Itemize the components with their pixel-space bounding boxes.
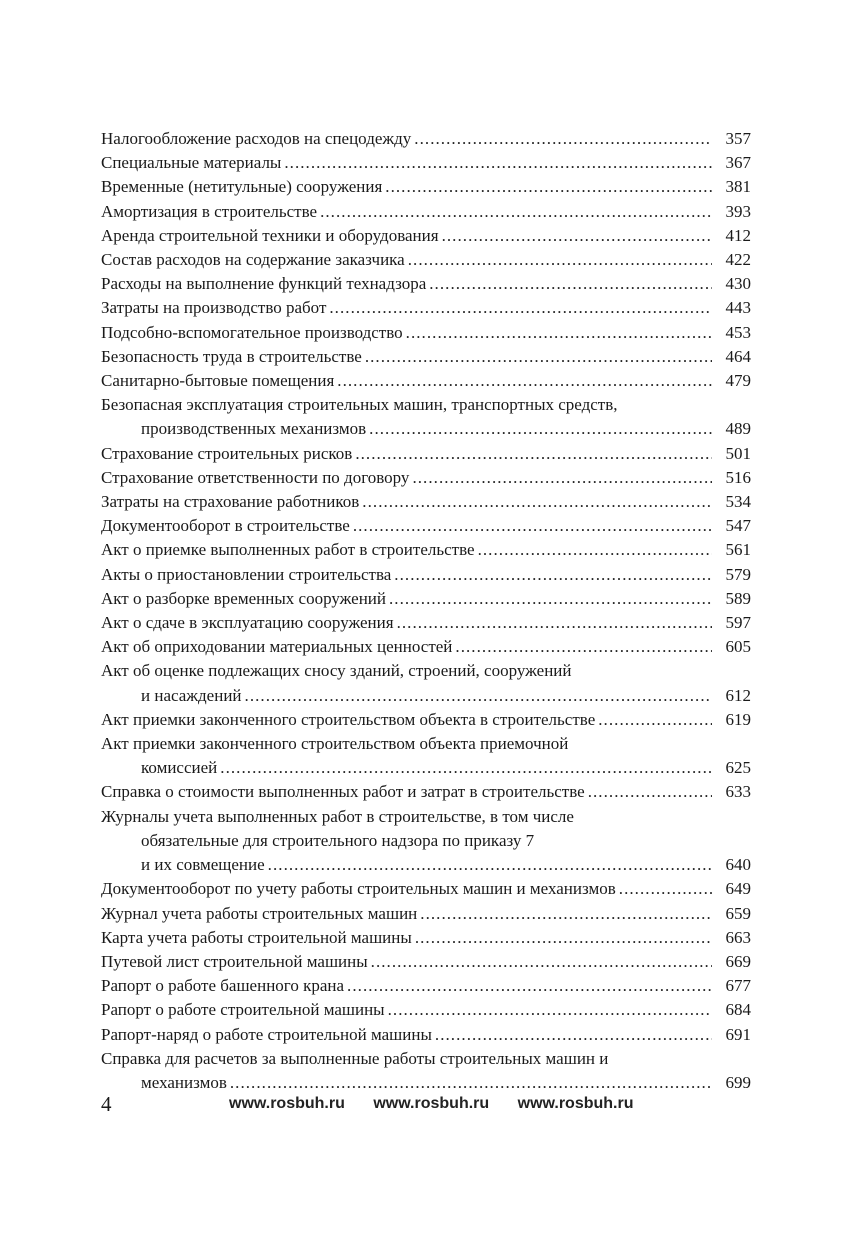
toc-page-number: 669 [725, 951, 751, 971]
toc-entry-title: Затраты на производство работ [101, 298, 327, 318]
toc-entry[interactable] [101, 442, 751, 466]
toc-page-number: 357 [725, 129, 751, 148]
dot-leader [435, 1023, 712, 1047]
toc-entry[interactable] [101, 393, 751, 441]
toc-entry[interactable] [101, 321, 751, 345]
toc-entry-title: Журнал учета работы строительных машин [101, 903, 418, 923]
dot-leader [406, 321, 712, 345]
dot-leader [394, 563, 712, 587]
dot-leader [455, 635, 712, 659]
toc-page-number: 605 [725, 637, 751, 657]
toc-entry[interactable] [101, 296, 751, 320]
dot-leader [442, 224, 712, 248]
toc-entry[interactable] [101, 175, 751, 199]
toc-page-number: 489 [725, 419, 751, 439]
toc-entry-title: Акт об оприходовании материальных ценностей [101, 637, 453, 657]
toc-entry[interactable] [101, 200, 751, 224]
dot-leader [415, 926, 712, 950]
toc-entry-title: Справка о стоимости выполненных работ и затрат в строительстве [101, 782, 585, 802]
toc-entry-title: механизмов [141, 1072, 227, 1092]
toc-entry[interactable] [101, 248, 751, 272]
toc-page-number: 684 [725, 1000, 751, 1020]
dot-leader [420, 902, 712, 926]
toc-entry[interactable] [101, 659, 751, 707]
toc-entry-title: Санитарно-бытовые помещения [101, 371, 335, 391]
dot-leader [371, 950, 712, 974]
toc-page-number: 691 [725, 1024, 751, 1044]
toc-entry[interactable] [101, 950, 751, 974]
dot-leader [337, 369, 712, 393]
toc-entry[interactable] [101, 514, 751, 538]
toc-entry-title: Налогообложение расходов на спецодежду [101, 129, 412, 148]
toc-page-number: 516 [725, 467, 751, 487]
toc-entry-title: Акты о приостановлении строительства [101, 564, 392, 584]
toc-entry-title: Акт об оценке подлежащих сносу зданий, строений, сооружений [101, 661, 572, 681]
toc-entry-title: и их совмещение [141, 855, 265, 875]
toc-entry[interactable] [101, 345, 751, 369]
toc-page-number: 412 [725, 225, 751, 245]
toc-entry[interactable] [101, 1047, 751, 1095]
toc-page-number: 547 [725, 516, 751, 536]
toc-entry[interactable] [101, 369, 751, 393]
dot-leader [353, 514, 712, 538]
toc-entry-title: Безопасность труда в строительстве [101, 346, 362, 366]
footer-url[interactable]: www.rosbuh.ru [517, 1095, 634, 1112]
toc-entry-title: Акт о сдаче в эксплуатацию сооружения [101, 613, 394, 633]
toc-page-number: 612 [725, 685, 751, 705]
toc-entry-title: Рапорт о работе башенного крана [101, 976, 345, 996]
toc-page-number: 501 [725, 443, 751, 463]
toc-page-number: 677 [725, 976, 751, 996]
toc-entry[interactable] [101, 877, 751, 901]
dot-leader [245, 684, 712, 708]
dot-leader [284, 151, 712, 175]
toc-entry[interactable] [101, 902, 751, 926]
toc-page-number: 589 [725, 588, 751, 608]
toc-page-number: 625 [725, 758, 751, 778]
toc-page-number: 430 [725, 274, 751, 294]
toc-entry[interactable] [101, 1023, 751, 1047]
toc-entry[interactable] [101, 974, 751, 998]
toc-page-number: 663 [725, 927, 751, 947]
toc-page-number: 381 [725, 177, 751, 197]
toc-entry[interactable] [101, 490, 751, 514]
toc-entry-title: Документооборот в строительстве [101, 516, 350, 536]
toc-entry-title: Специальные материалы [101, 153, 282, 173]
toc-page-number: 597 [725, 613, 751, 633]
page-footer [101, 1092, 751, 1122]
toc-entry-title: Документооборот по учету работы строительных машин и механизмов [101, 879, 616, 899]
toc-page-number: 561 [725, 540, 751, 560]
toc-page-number: 619 [725, 709, 751, 729]
toc-entry[interactable] [101, 151, 751, 175]
toc-entry-title: Рапорт-наряд о работе строительной машины [101, 1024, 432, 1044]
toc-entry-title: Путевой лист строительной машины [101, 951, 368, 971]
toc-entry-title: Страхование строительных рисков [101, 443, 353, 463]
dot-leader [388, 998, 712, 1022]
dot-leader [362, 490, 712, 514]
page-number: 4 [101, 1092, 112, 1116]
toc-entry[interactable] [101, 926, 751, 950]
toc-entry[interactable] [101, 732, 751, 780]
dot-leader [320, 200, 712, 224]
toc-page-number: 464 [725, 346, 751, 366]
toc-entry-title: Подсобно-вспомогательное производство [101, 322, 403, 342]
toc-entry[interactable] [101, 635, 751, 659]
toc-entry-title: Состав расходов на содержание заказчика [101, 250, 405, 270]
dot-leader [414, 127, 712, 151]
dot-leader [429, 272, 712, 296]
dot-leader [408, 248, 712, 272]
dot-leader [355, 442, 712, 466]
toc-page-number: 699 [725, 1072, 751, 1092]
dot-leader [365, 345, 712, 369]
toc-entry-title: Рапорт о работе строительной машины [101, 1000, 385, 1020]
dot-leader [389, 587, 712, 611]
toc-entry-title: Временные (нетитульные) сооружения [101, 177, 383, 197]
footer-url[interactable]: www.rosbuh.ru [229, 1095, 345, 1112]
toc-page-number: 422 [725, 250, 751, 270]
dot-leader [598, 708, 712, 732]
toc-entry-title: Аренда строительной техники и оборудования [101, 225, 439, 245]
toc-entry-title: Журналы учета выполненных работ в строительстве, в том числе [101, 806, 574, 826]
toc-entry[interactable] [101, 224, 751, 248]
dot-leader [329, 296, 712, 320]
dot-leader [478, 538, 712, 562]
toc-entry[interactable] [101, 538, 751, 562]
dot-leader [220, 756, 712, 780]
toc-entry-title: и насаждений [141, 685, 242, 705]
toc-entry[interactable] [101, 563, 751, 587]
dot-leader [397, 611, 712, 635]
dot-leader [347, 974, 712, 998]
table-of-contents [101, 127, 751, 1095]
toc-page-number: 633 [725, 782, 751, 802]
footer-url[interactable]: www.rosbuh.ru [373, 1095, 490, 1112]
toc-entry-title: Акт о приемке выполненных работ в строительстве [101, 540, 475, 560]
toc-page-number: 479 [725, 371, 751, 391]
toc-entry-title: Амортизация в строительстве [101, 201, 318, 221]
toc-entry-title: Расходы на выполнение функций технадзора [101, 274, 427, 294]
toc-entry-title: обязательные для строительного надзора по приказу 7 [141, 830, 535, 850]
toc-entry[interactable] [101, 127, 751, 151]
toc-page-number: 640 [725, 855, 751, 875]
dot-leader [588, 780, 712, 804]
toc-entry[interactable] [101, 708, 751, 732]
toc-entry-title: Карта учета работы строительной машины [101, 927, 412, 947]
toc-entry[interactable] [101, 611, 751, 635]
toc-entry[interactable] [101, 466, 751, 490]
toc-entry[interactable] [101, 587, 751, 611]
toc-entry-title: комиссией [141, 758, 218, 778]
toc-entry[interactable] [101, 272, 751, 296]
dot-leader [619, 877, 712, 901]
toc-page-number: 659 [725, 903, 751, 923]
toc-entry[interactable] [101, 805, 751, 878]
toc-page-number: 367 [725, 153, 751, 173]
toc-entry-title: Акт о разборке временных сооружений [101, 588, 386, 608]
dot-leader [412, 466, 712, 490]
toc-page-number: 649 [725, 879, 751, 899]
toc-page-number: 443 [725, 298, 751, 318]
toc-entry-title: производственных механизмов [141, 419, 367, 439]
toc-entry[interactable] [101, 780, 751, 804]
footer-urls [229, 1095, 657, 1113]
dot-leader [369, 417, 712, 441]
toc-page-number: 534 [725, 492, 751, 512]
toc-entry-title: Акт приемки законченного строительством объекта в строительстве [101, 709, 596, 729]
toc-entry-title: Безопасная эксплуатация строительных машин, транспортных средств, [101, 395, 618, 415]
toc-page-number: 393 [725, 201, 751, 221]
toc-entry-title: Акт приемки законченного строительством объекта приемочной [101, 734, 569, 754]
toc-entry-title: Справка для расчетов за выполненные работы строительных машин и [101, 1048, 609, 1068]
dot-leader [385, 175, 712, 199]
toc-entry[interactable] [101, 998, 751, 1022]
dot-leader [268, 853, 712, 877]
toc-page-number: 579 [725, 564, 751, 584]
toc-entry-title: Затраты на страхование работников [101, 492, 360, 512]
toc-page-number: 453 [725, 322, 751, 342]
toc-entry-title: Страхование ответственности по договору [101, 467, 410, 487]
